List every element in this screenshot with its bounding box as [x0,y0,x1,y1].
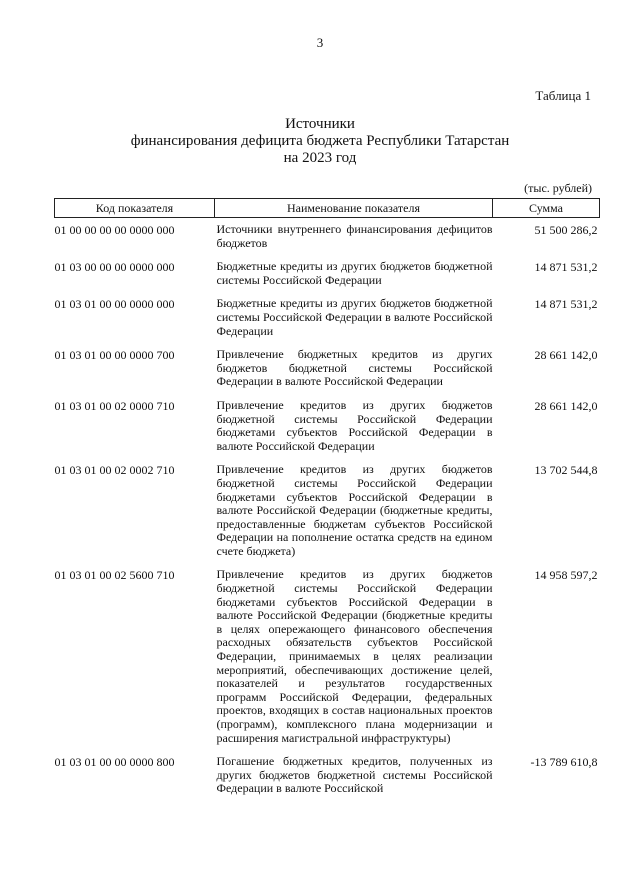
page-number: 3 [316,35,324,50]
row-name: Источники внутреннего финансирования дефицитов бюджетов [216,222,493,250]
row-code: 01 03 00 00 00 0000 000 [54,260,175,275]
row-code: 01 03 01 00 00 0000 800 [54,755,175,770]
financing-sources-table [54,198,600,806]
table-row [55,348,600,399]
table-row [55,463,600,568]
table-row [55,218,600,261]
row-name: Погашение бюджетных кредитов, полученных из других бюджетов бюджетной системы Российской Федерации в валюте Российской [216,754,493,796]
row-code: 01 03 01 00 02 5600 710 [54,568,175,583]
row-code: 01 03 01 00 02 0002 710 [54,463,175,478]
table-row [55,568,600,755]
row-code: 01 03 01 00 00 0000 000 [54,297,175,312]
units-label: (тыс. рублей) [524,181,592,195]
row-code: 01 00 00 00 00 0000 000 [54,223,175,237]
row-name: Бюджетные кредиты из других бюджетов бюджетной системы Российской Федерации в валюте Российской Федерации [216,296,493,338]
row-code: 01 03 01 00 00 0000 700 [54,348,175,363]
header-name: Наименование показателя [215,199,493,218]
row-sum: 28 661 142,0 [534,398,598,413]
title-line-3: на 2023 год [283,150,357,166]
row-sum: 13 702 544,8 [534,463,598,478]
row-sum: 14 871 531,2 [534,260,598,275]
row-name: Привлечение кредитов из других бюджетов бюджетной системы Российской Федерации бюджетами субъектов Российской Федерации в валюте Российской Федерации (бюджетные кредиты, предоставленные бюджетам субъектов Российской Федерации на пополнение остатка средств на едином счете бюджета) [216,462,493,558]
table-row [55,260,600,297]
title-line-2: финансирования дефицита бюджета Республики Татарстан [130,133,510,149]
row-sum: 14 958 597,2 [534,568,598,583]
title-line-1: Источники [285,116,355,132]
table-row [55,399,600,463]
row-name: Бюджетные кредиты из других бюджетов бюджетной системы Российской Федерации [216,259,493,287]
header-sum: Сумма [493,199,600,218]
row-sum: 28 661 142,0 [534,348,598,363]
table-header-row [55,199,600,218]
row-code: 01 03 01 00 02 0000 710 [54,398,175,413]
row-name: Привлечение кредитов из других бюджетов бюджетной системы Российской Федерации бюджетами субъектов Российской Федерации в валюте Российской Федерации (бюджетные кредиты в целях опережающего финансового обеспечения расходных обязательств субъектов Российской Федерации, принимаемых в целях реализации мероприятий, обеспечивающих достижение целей, показателей и результатов государственных программ Российской Федерации, федеральных проектов, входящих в состав национальных проектов (программ), комплексного плана модернизации и расширения магистральной инфраструктуры) [216,567,493,745]
header-code: Код показателя [55,199,215,218]
row-sum: 51 500 286,2 [534,223,598,237]
table-label: Таблица 1 [535,88,591,103]
row-sum: 14 871 531,2 [534,297,598,312]
table-row [55,755,600,806]
row-name: Привлечение кредитов из других бюджетов бюджетной системы Российской Федерации бюджетами субъектов Российской Федерации в валюте Российской Федерации [216,397,493,453]
row-sum: -13 789 610,8 [530,755,598,770]
table-row [55,297,600,348]
row-name: Привлечение бюджетных кредитов из других бюджетов бюджетной системы Российской Федерации в валюте Российской Федерации [216,347,493,389]
document-title [0,116,640,167]
